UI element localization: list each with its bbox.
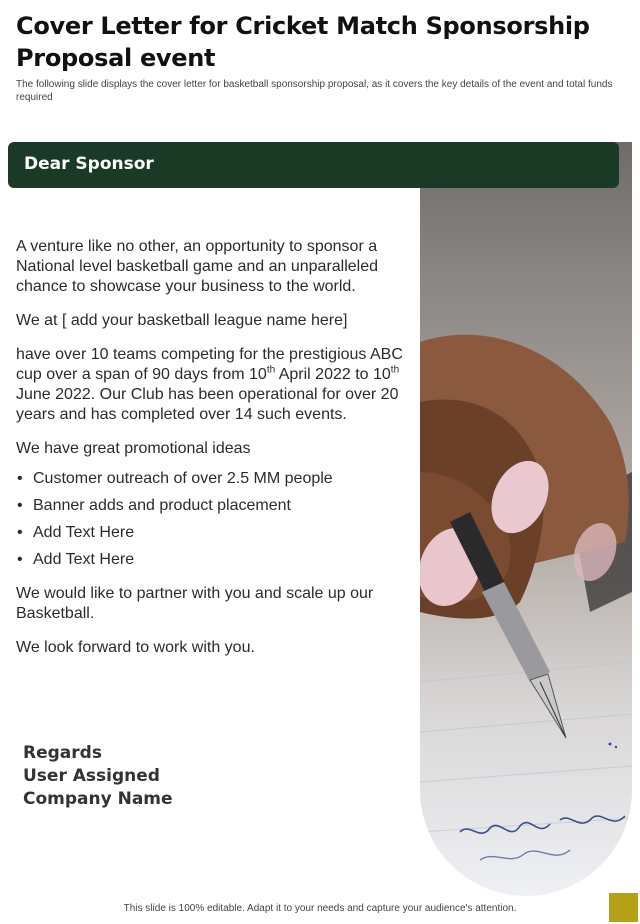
user-name: User Assigned bbox=[23, 766, 160, 786]
writing-hand-photo bbox=[420, 142, 632, 896]
signature-block bbox=[23, 742, 173, 811]
letter-paragraph: We at [ add your basketball league name here] bbox=[16, 312, 348, 329]
letter-paragraph-details bbox=[16, 345, 416, 425]
letter-paragraph: We have great promotional ideas bbox=[16, 440, 251, 457]
regards-line: Regards bbox=[23, 743, 102, 763]
banner-heading: Dear Sponsor bbox=[24, 154, 154, 174]
list-item: • Add Text Here bbox=[16, 523, 416, 543]
page-title: Cover Letter for Cricket Match Sponsorship Proposal event bbox=[16, 12, 590, 72]
list-item: • Add Text Here bbox=[16, 550, 416, 570]
details-text: June 2022. Our Club has been operational for over 20 years and has completed over 14 such events. bbox=[16, 386, 399, 423]
list-item: • Customer outreach of over 2.5 MM people bbox=[16, 469, 416, 489]
pen-and-hand-illustration bbox=[420, 142, 632, 896]
details-text: April 2022 to 10 bbox=[275, 366, 391, 383]
accent-square bbox=[609, 893, 638, 922]
letter-paragraph: A venture like no other, an opportunity to sponsor a National level basketball game and an unparalleled chance to showcase your business to the world. bbox=[16, 238, 379, 295]
company-name: Company Name bbox=[23, 789, 173, 809]
letter-paragraph: We look forward to work with you. bbox=[16, 639, 255, 656]
dear-sponsor-banner bbox=[8, 142, 619, 188]
footer-note: This slide is 100% editable. Adapt it to your needs and capture your audience's attention. bbox=[123, 903, 517, 914]
letter-paragraph: We would like to partner with you and scale up our Basketball. bbox=[16, 585, 374, 622]
ordinal-suffix: th bbox=[266, 364, 276, 376]
details-text: have over 10 teams competing for the prestigious ABC cup over a span of 90 days from 10 bbox=[16, 346, 403, 383]
letter-body bbox=[16, 237, 416, 672]
list-item: • Banner adds and product placement bbox=[16, 496, 416, 516]
promo-list bbox=[16, 469, 416, 570]
ordinal-suffix: th bbox=[390, 364, 400, 376]
page-subtitle: The following slide displays the cover letter for basketball sponsorship proposal, as it covers the key details of the event and total funds required bbox=[16, 79, 613, 103]
